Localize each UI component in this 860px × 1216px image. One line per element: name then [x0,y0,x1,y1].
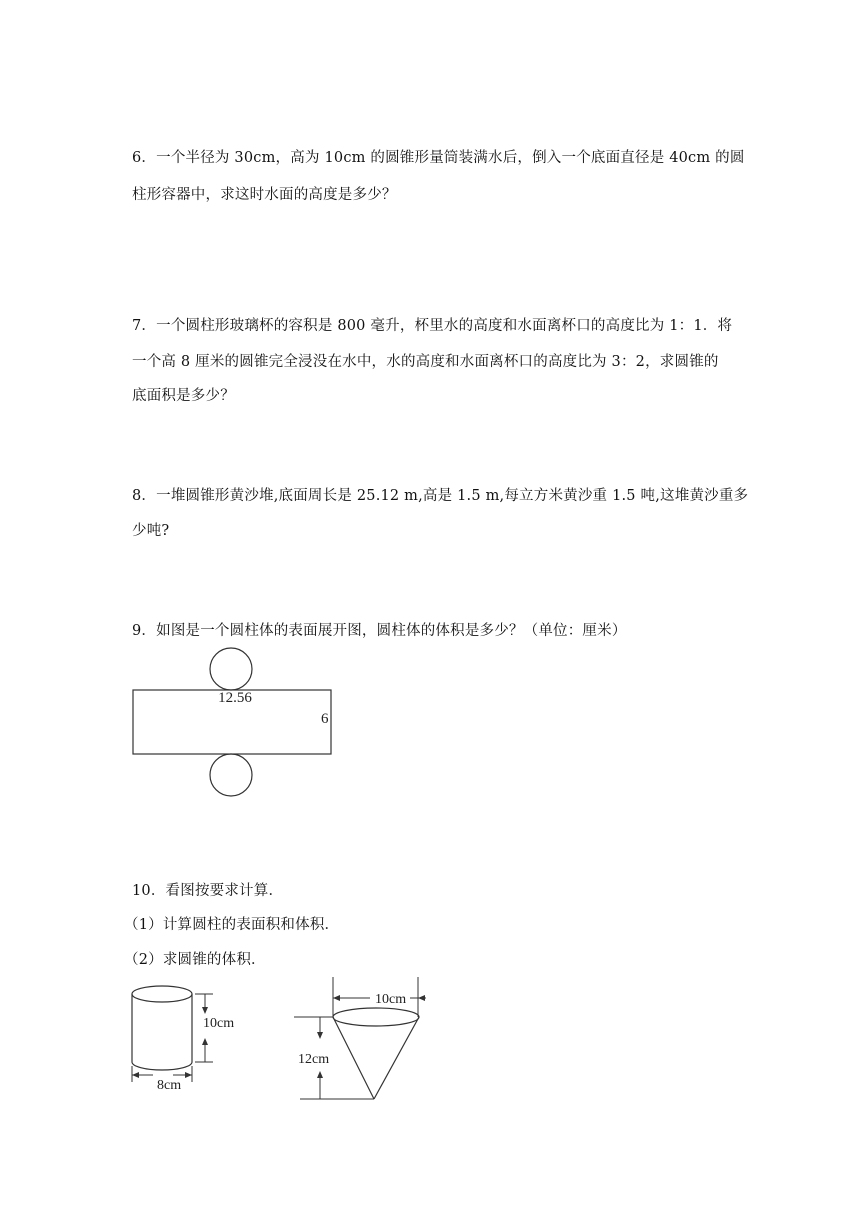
cone-top-ellipse [333,1008,419,1026]
q7-line-2: 一个高 8 厘米的圆锥完全浸没在水中，水的高度和水面离杯口的高度比为 3：2，求圆锥的 [132,354,719,370]
q8-line-1: 8．一堆圆锥形黄沙堆,底面周长是 25.12 m,高是 1.5 m,每立方米黄沙重 1.5 吨,这堆黄沙重多 [132,488,749,504]
q7-line-3: 底面积是多少？ [132,388,235,404]
q7-line-1: 7．一个圆柱形玻璃杯的容积是 800 毫升，杯里水的高度和水面离杯口的高度比为 1：1．将 [132,318,733,334]
cylinder-bottom-arc [132,1062,192,1070]
net-length-label: 12.56 [218,690,252,706]
net-bottom-circle [210,754,252,796]
q6-line-2: 柱形容器中，求这时水面的高度是多少？ [132,187,397,203]
cylinder-diameter-label: 8cm [157,1078,182,1093]
net-top-circle [210,648,252,690]
net-width-label: 6 [321,711,329,727]
cone-height-label: 12cm [298,1052,330,1067]
q10-part-1: （1）计算圆柱的表面积和体积． [124,917,340,933]
cone-diameter-label: 10cm [375,992,407,1007]
q10-part-2: （2）求圆锥的体积． [124,952,266,968]
cylinder-net-figure [125,644,365,804]
cylinder-height-label: 10cm [203,1016,235,1031]
q10-line-1: 10．看图按要求计算． [132,883,284,899]
cylinder-figure [125,978,255,1098]
cone-figure [290,975,450,1105]
q8-line-2: 少吨? [132,523,170,539]
cylinder-top-ellipse [132,986,192,1002]
q9-line-1: 9．如图是一个圆柱体的表面展开图，圆柱体的体积是多少？（单位：厘米） [132,623,627,639]
q6-line-1: 6．一个半径为 30cm，高为 10cm 的圆锥形量筒装满水后，倒入一个底面直径是 40cm 的圆 [132,150,745,166]
